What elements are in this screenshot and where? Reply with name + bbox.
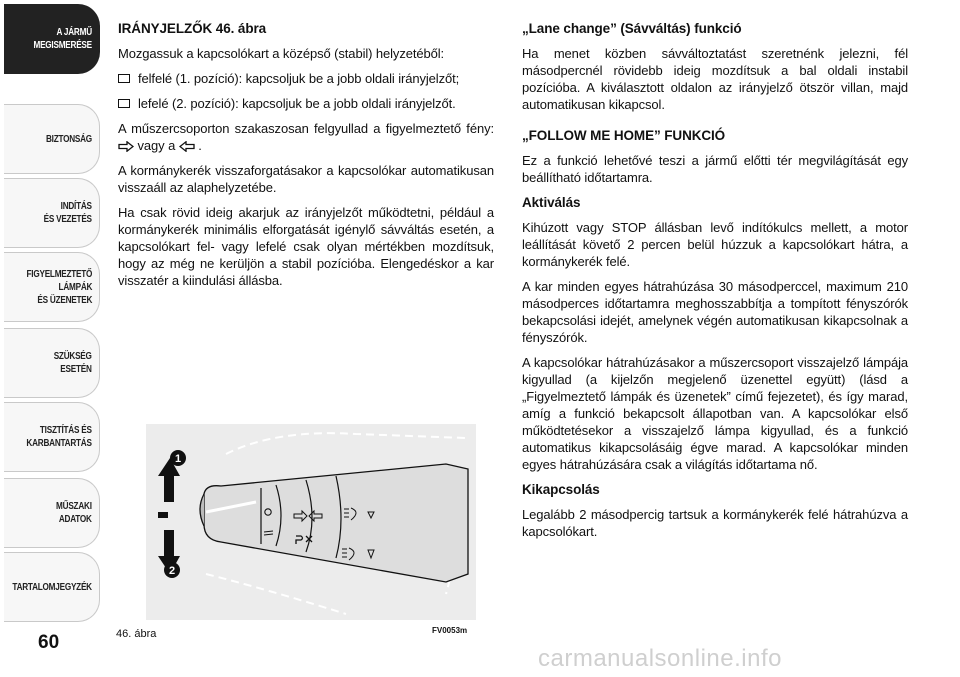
left-column xyxy=(118,20,494,297)
tab-label: MŰSZAKI ADATOK xyxy=(56,500,92,525)
figure-46-lever-illustration xyxy=(146,424,476,620)
deactivation-heading: Kikapcsolás xyxy=(522,482,600,497)
tab-tisztitas[interactable] xyxy=(4,402,100,472)
tab-biztonsag[interactable] xyxy=(4,104,100,174)
warning-light-paragraph xyxy=(118,120,494,154)
tab-label: A JÁRMŰ MEGISMERÉSE xyxy=(33,26,92,51)
arrow-left-outline-icon xyxy=(179,141,195,152)
paragraph-text: vagy a xyxy=(137,138,176,153)
watermark-text: carmanualsonline.info xyxy=(538,645,782,672)
section-heading-iranyjelzok: IRÁNYJELZŐK 46. ábra xyxy=(118,21,267,36)
tab-a-jarmu-megismerese[interactable] xyxy=(4,4,100,74)
paragraph-text: A műszercsoporton szakaszosan felgyullad a figyelmeztető fény: xyxy=(118,121,494,136)
stalk-switch-drawing xyxy=(146,424,476,620)
right-column xyxy=(522,20,908,548)
figure-code: FV0053m xyxy=(432,626,468,635)
paragraph-text: . xyxy=(198,138,202,153)
bullet-text: lefelé (2. pozíció): kapcsoljuk be a jobb oldali irányjelzőt. xyxy=(138,96,456,111)
paragraph: Ha menet közben sávváltoztatást szeretnénk jelezni, fél másodpercnél rövidebb ideig mozdítsuk a bal oldali instabil pozícióba. A kiválasztott oldalon az irányjelző ötször villan, majd automatikusan kikapcsol. xyxy=(522,46,908,112)
bullet-text: felfelé (1. pozíció): kapcsoljuk be a jobb oldali irányjelzőt; xyxy=(138,71,460,86)
bullet-item xyxy=(118,70,494,87)
tab-tartalomjegyzek[interactable] xyxy=(4,552,100,622)
callout-2: 2 xyxy=(168,565,176,577)
paragraph: A kapcsolókar hátrahúzásakor a műszercsoport visszajelző lámpája kigyullad (a kijelzőn megjelenő üzenettel együtt) (lásd a „Figyelmeztető lámpák és üzenetek” című fejezetet), és így marad, amíg a funkció bekapcsolt állapotban van. A kapcsolókar első működtetésekor a visszajelző lámpa kigyullad, és a funkció automatikus kikapcsolásáig égve marad. A kapcsolókar minden egyes hátrahúzására csak a világítás időtartama nő. xyxy=(522,355,908,472)
checkbox-bullet-icon xyxy=(118,99,130,108)
tab-muszaki-adatok[interactable] xyxy=(4,478,100,548)
page-number: 60 xyxy=(38,632,60,653)
callout-1: 1 xyxy=(174,453,182,465)
intro-paragraph: Mozgassuk a kapcsolókart a középső (stabil) helyzetéből: xyxy=(118,46,445,61)
tab-label: SZÜKSÉG ESETÉN xyxy=(54,350,92,375)
tab-label: TARTALOMJEGYZÉK xyxy=(12,580,92,593)
paragraph: Ez a funkció lehetővé teszi a jármű előtti tér megvilágítását egy beállítható időtartamra. xyxy=(522,153,908,185)
paragraph: Kihúzott vagy STOP állásban levő indítókulcs mellett, a motor leállítását követő 2 percen belül húzzuk a kapcsolókart hátra, a kormánykerék felé. xyxy=(522,220,908,269)
bullet-item xyxy=(118,95,494,112)
checkbox-bullet-icon xyxy=(118,74,130,83)
paragraph: A kar minden egyes hátrahúzása 30 másodperccel, maximum 210 másodperces időtartamra meghosszabbítja a tompított fényszórók bekapcsolási idejét, amelynek végén automatikusan kikapcsolnak a fényszórók. xyxy=(522,279,908,345)
tab-label: BIZTONSÁG xyxy=(46,132,92,145)
paragraph: Ha csak rövid ideig akarjuk az irányjelzőt működtetni, például a kormánykerék minimális elforgatását igénylő sávváltás esetén, a kapcsolókart fel- vagy lefelé csak olyan mértékben mozdítsuk, hogy az még ne kerüljön a stabil pozícióba. Elengedéskor a kar visszatér a kiindulási állásba. xyxy=(118,205,494,288)
tab-label: TISZTÍTÁS ÉS KARBANTARTÁS xyxy=(26,424,92,449)
chapter-sidebar xyxy=(0,0,102,677)
tab-label: FIGYELMEZTETŐ LÁMPÁK ÉS ÜZENETEK xyxy=(26,267,92,306)
lane-change-heading: „Lane change” (Sávváltás) funkció xyxy=(522,21,742,36)
tab-label: INDÍTÁS ÉS VEZETÉS xyxy=(43,200,92,225)
figure-caption: 46. ábra xyxy=(116,628,157,640)
tab-inditas[interactable] xyxy=(4,178,100,248)
arrow-right-outline-icon xyxy=(118,141,134,152)
paragraph: A kormánykerék visszaforgatásakor a kapcsolókar automatikusan visszaáll az alaphelyzetébe. xyxy=(118,163,494,195)
paragraph: Legalább 2 másodpercig tartsuk a kormánykerék felé hátrahúzva a kapcsolókart. xyxy=(522,507,908,539)
tab-szukseg-eseten[interactable] xyxy=(4,328,100,398)
activation-heading: Aktiválás xyxy=(522,195,581,210)
follow-me-home-heading: „FOLLOW ME HOME” FUNKCIÓ xyxy=(522,128,726,143)
tab-figyelmezteto[interactable] xyxy=(4,252,100,322)
